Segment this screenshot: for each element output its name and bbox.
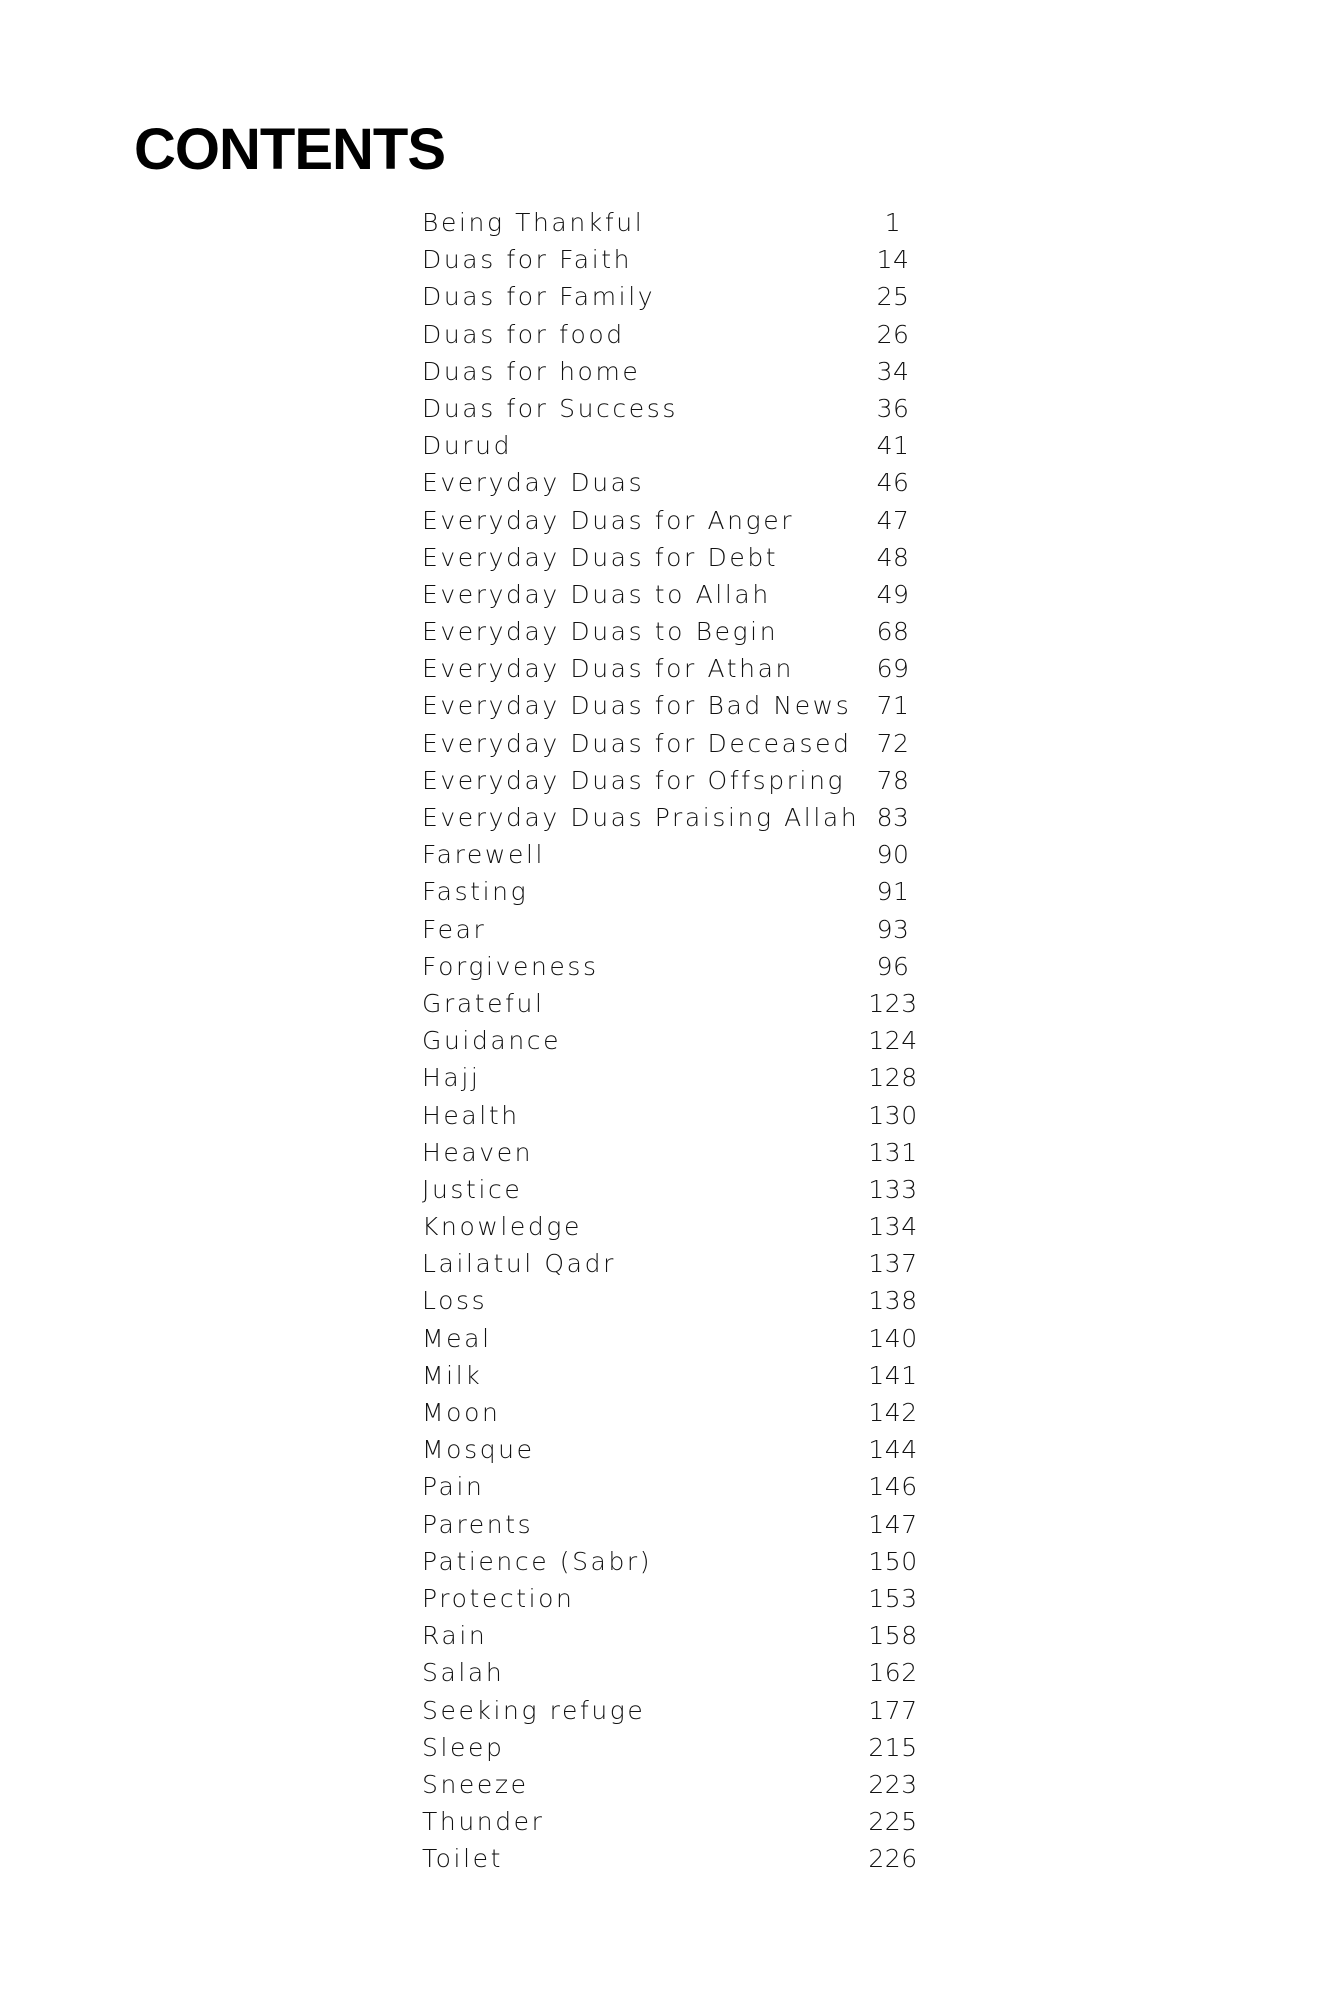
toc-entry-title: Everyday Duas to Begin [422, 617, 779, 647]
toc-entry-page-number: 226 [868, 1844, 918, 1874]
toc-entry-title: Duas for Family [422, 282, 656, 312]
toc-entry-title: Everyday Duas [422, 468, 645, 498]
toc-entry-title: Everyday Duas for Debt [422, 542, 779, 572]
toc-entry-page-number: 78 [876, 765, 910, 795]
toc-entry [422, 1320, 982, 1357]
toc-entry-title: Duas for Success [422, 393, 678, 423]
toc-entry [422, 1729, 982, 1766]
toc-entry-page-number: 141 [868, 1360, 918, 1390]
toc-entry [422, 799, 982, 836]
table-of-contents [422, 204, 982, 1877]
toc-entry [422, 427, 982, 464]
toc-entry-title: Knowledge [422, 1212, 582, 1242]
toc-entry-title: Everyday Duas for Athan [422, 654, 794, 684]
toc-entry-title: Thunder [422, 1807, 545, 1837]
toc-entry-title: Fear [422, 914, 487, 944]
toc-entry [422, 1208, 982, 1245]
toc-entry [422, 985, 982, 1022]
toc-entry-title: Protection [422, 1583, 575, 1613]
toc-entry [422, 948, 982, 985]
toc-entry-title: Patience (Sabr) [422, 1546, 653, 1576]
toc-entry [422, 539, 982, 576]
toc-entry-title: Loss [422, 1286, 488, 1316]
toc-entry-page-number: 93 [876, 914, 910, 944]
toc-entry [422, 1654, 982, 1691]
toc-entry-title: Moon [422, 1398, 501, 1427]
toc-entry-page-number: 68 [876, 617, 910, 647]
toc-entry-title: Mosque [422, 1435, 535, 1465]
toc-entry [422, 1245, 982, 1282]
toc-entry-title: Everyday Duas Praising Allah [422, 803, 860, 832]
toc-entry-page-number: 146 [868, 1472, 918, 1502]
toc-entry [422, 836, 982, 873]
toc-entry-page-number: 225 [868, 1807, 918, 1837]
toc-entry [422, 278, 982, 315]
toc-entry-title: Everyday Duas for Deceased [422, 728, 852, 758]
toc-entry-page-number: 131 [868, 1137, 918, 1167]
toc-entry-page-number: 90 [876, 840, 910, 870]
toc-entry [422, 1357, 982, 1394]
toc-entry-title: Justice [422, 1174, 523, 1204]
toc-entry [422, 241, 982, 278]
toc-entry [422, 1506, 982, 1543]
toc-entry-page-number: 124 [868, 1026, 918, 1056]
toc-entry [422, 316, 982, 353]
toc-entry [422, 911, 982, 948]
toc-entry-title: Hajj [422, 1063, 481, 1093]
page-title: CONTENTS [134, 117, 445, 182]
toc-entry-page-number: 153 [868, 1583, 918, 1613]
toc-entry-title: Being Thankful [422, 208, 645, 237]
toc-entry-title: Duas for home [422, 356, 641, 386]
toc-entry [422, 502, 982, 539]
toc-entry [422, 1543, 982, 1580]
toc-entry [422, 204, 982, 241]
toc-entry-page-number: 72 [876, 728, 910, 758]
toc-entry [422, 1766, 982, 1803]
toc-entry [422, 650, 982, 687]
toc-entry [422, 390, 982, 427]
toc-entry-page-number: 150 [868, 1546, 918, 1576]
toc-entry-title: Pain [422, 1472, 485, 1502]
toc-entry-title: Everyday Duas for Offspring [422, 765, 846, 795]
toc-entry [422, 576, 982, 613]
toc-entry-page-number: 41 [876, 431, 910, 461]
toc-entry-page-number: 14 [876, 245, 910, 275]
toc-entry-page-number: 140 [868, 1323, 918, 1353]
toc-entry-title: Forgiveness [422, 951, 599, 981]
toc-entry-page-number: 144 [868, 1435, 918, 1465]
toc-entry [422, 1022, 982, 1059]
toc-entry-page-number: 26 [876, 319, 910, 349]
toc-entry-page-number: 130 [868, 1100, 918, 1130]
toc-entry-page-number: 48 [876, 542, 910, 572]
toc-entry [422, 873, 982, 910]
toc-entry-page-number: 69 [876, 654, 910, 684]
toc-entry-title: Salah [422, 1658, 505, 1688]
toc-entry-page-number: 83 [876, 803, 910, 832]
toc-entry [422, 1692, 982, 1729]
toc-entry-title: Toilet [422, 1844, 503, 1874]
toc-entry [422, 1282, 982, 1319]
toc-entry-page-number: 46 [876, 468, 910, 498]
toc-entry [422, 1171, 982, 1208]
toc-entry [422, 1059, 982, 1096]
toc-entry-page-number: 158 [868, 1621, 918, 1651]
toc-entry-page-number: 96 [876, 951, 910, 981]
toc-entry-page-number: 137 [868, 1249, 918, 1279]
toc-entry-page-number: 123 [868, 988, 918, 1018]
toc-entry-title: Duas for food [422, 319, 625, 349]
toc-entry-page-number: 1 [884, 208, 902, 237]
toc-entry-title: Rain [422, 1621, 488, 1651]
toc-entry-title: Farewell [422, 840, 546, 870]
toc-entry-title: Everyday Duas for Anger [422, 505, 795, 535]
toc-entry-title: Everyday Duas for Bad News [422, 691, 852, 721]
toc-entry [422, 1468, 982, 1505]
toc-entry [422, 762, 982, 799]
toc-entry [422, 1580, 982, 1617]
toc-entry-page-number: 47 [876, 505, 910, 535]
toc-entry-page-number: 142 [868, 1398, 918, 1427]
toc-entry-page-number: 162 [868, 1658, 918, 1688]
toc-entry-title: Heaven [422, 1137, 534, 1167]
toc-entry-title: Milk [422, 1360, 483, 1390]
toc-entry [422, 1617, 982, 1654]
toc-entry-page-number: 133 [868, 1174, 918, 1204]
toc-entry-title: Lailatul Qadr [422, 1249, 616, 1279]
toc-entry-page-number: 223 [868, 1769, 918, 1799]
toc-entry-title: Seeking refuge [422, 1695, 646, 1725]
toc-entry-page-number: 34 [876, 356, 910, 386]
toc-entry-title: Meal [422, 1323, 492, 1353]
toc-entry-page-number: 128 [868, 1063, 918, 1093]
toc-entry-title: Sneeze [422, 1769, 529, 1799]
toc-entry [422, 687, 982, 724]
toc-entry-page-number: 36 [876, 393, 910, 423]
toc-entry-page-number: 134 [868, 1212, 918, 1242]
toc-entry [422, 464, 982, 501]
toc-entry-title: Fasting [422, 877, 529, 907]
toc-entry-title: Parents [422, 1509, 534, 1539]
toc-entry [422, 725, 982, 762]
toc-entry-title: Durud [422, 431, 513, 461]
toc-entry [422, 1431, 982, 1468]
toc-entry-page-number: 177 [868, 1695, 918, 1725]
toc-entry [422, 353, 982, 390]
toc-entry-title: Sleep [422, 1732, 505, 1762]
toc-entry-page-number: 215 [868, 1732, 918, 1762]
toc-entry [422, 1134, 982, 1171]
toc-entry-title: Grateful [422, 988, 545, 1018]
toc-entry [422, 1840, 982, 1877]
toc-entry-page-number: 49 [876, 579, 910, 609]
toc-entry [422, 1097, 982, 1134]
toc-entry-page-number: 71 [876, 691, 910, 721]
toc-entry-title: Health [422, 1100, 520, 1130]
toc-entry [422, 613, 982, 650]
toc-entry-page-number: 138 [868, 1286, 918, 1316]
toc-entry-page-number: 147 [868, 1509, 918, 1539]
toc-entry [422, 1394, 982, 1431]
toc-entry-page-number: 91 [876, 877, 910, 907]
toc-entry-title: Everyday Duas to Allah [422, 579, 771, 609]
toc-entry-title: Duas for Faith [422, 245, 633, 275]
toc-entry [422, 1803, 982, 1840]
toc-entry-title: Guidance [422, 1026, 562, 1056]
toc-entry-page-number: 25 [876, 282, 910, 312]
